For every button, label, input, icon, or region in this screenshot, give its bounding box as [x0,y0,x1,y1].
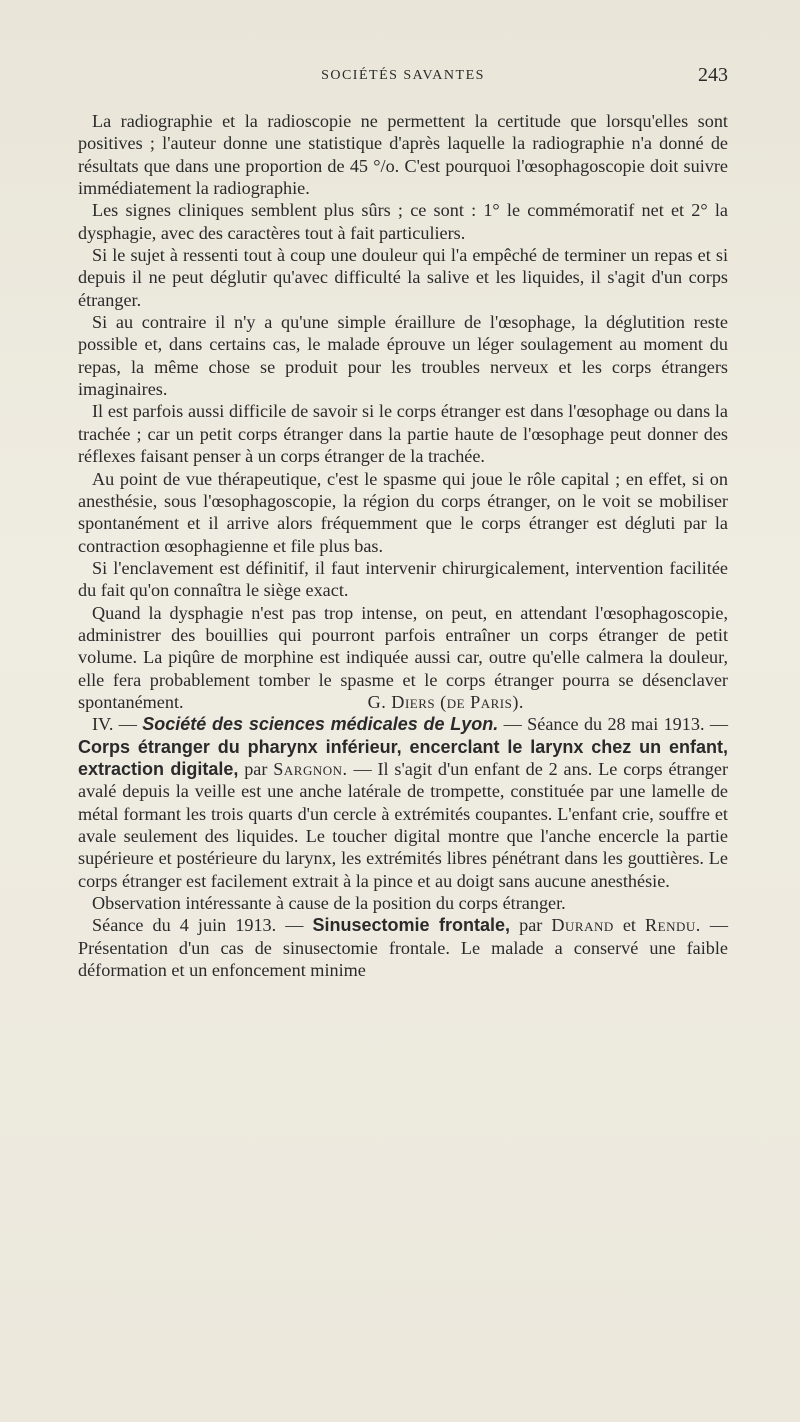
signature: G. Diers (de Paris). [367,691,524,712]
seance-juin [78,914,728,981]
page-number: 243 [698,64,728,86]
by-word: par [244,758,268,779]
paragraph-enclavement: Si l'enclavement est définitif, il faut intervenir chirurgicalement, intervention facilitée du fait qu'on connaîtra le siège exact. [78,557,728,601]
author-name: Sargnon. [273,758,348,779]
case-body-2: — Présentation d'un cas de sinusectomie frontale. Le malade a conservé une faible déformation et un enfoncement minime [78,915,729,981]
section-numeral: IV. — [92,714,137,735]
author-name-1: Durand [551,915,614,936]
paragraph-trachee: Il est parfois aussi difficile de savoir si le corps étranger est dans l'œsophage ou dans la trachée ; car un petit corps étranger dans la partie haute de l'œsophage peut donner des réflexes faisant penser à un corps étranger de la trachée. [78,401,728,467]
and-word: et [622,915,636,936]
case-title-2: Sinusectomie frontale, [312,915,511,936]
meeting-date-2: Séance du 4 juin 1913. — [92,915,304,936]
page-header [78,64,728,88]
meeting-date: — Séance du 28 mai 1913. — [503,714,729,735]
running-head: SOCIÉTÉS SAVANTES [321,68,485,83]
section-iv [78,713,728,892]
case-body: — Il s'agit d'un enfant de 2 ans. Le corps étranger avalé depuis la veille est une anche latérale de trompette, constituée par une lamelle de métal formant les trois quarts d'un cercle à extrémités coupantes. L'enfant crie, souffre et avale seulement des liquides. Le toucher digital montre que l'anche encercle la partie supérieure et postérieure du larynx, les extrémités libres pénétrant dans les gouttières. Le corps étranger est facilement extrait à la pince et au doigt sans aucune anesthésie. [78,758,729,891]
paragraph-eraillure: Si au contraire il n'y a qu'une simple éraillure de l'œsophage, la déglutition reste possible et, dans certains cas, le malade éprouve un léger soulagement au moment du repas, la même chose se produit pour les troubles nerveux et les corps étrangers imaginaires. [78,312,728,400]
society-name: Société des sciences médicales de Lyon. [142,714,499,735]
author-name-2: Rendu. [645,915,701,936]
paragraph-therapeutique: Au point de vue thérapeutique, c'est le spasme qui joue le rôle capital ; en effet, si on anesthésie, sous l'œsophagoscopie, la région du corps étranger, on le voit se mobiliser spontanément et il arrive alors fréquemment que le corps étranger est dégluti par la contraction œsophagienne et file plus bas. [78,468,728,556]
body-text [78,110,728,981]
case-title: Corps étranger du pharynx inférieur, encerclant le larynx chez un enfant, extraction digitale, [78,736,728,779]
paragraph-dysphagie [78,602,728,714]
paragraph-douleur: Si le sujet à ressenti tout à coup une douleur qui l'a empêché de terminer un repas et si depuis il ne peut déglutir qu'avec difficulté la salive et les liquides, il s'agit d'un corps étranger. [78,245,728,310]
paragraph-signes-cliniques: Les signes cliniques semblent plus sûrs ; ce sont : 1° le commémoratif net et 2° la dysphagie, avec des caractères tout à fait particuliers. [78,200,728,243]
dysphagie-text: Quand la dysphagie n'est pas trop intense, on peut, en attendant l'œsophagoscopie, administrer des bouillies qui pourront parfois entraîner un corps étranger de petit volume. La piqûre de morphine est indiquée aussi car, outre qu'elle calmera la douleur, elle fera probablement tomber le spasme et le corps étranger pourra se désenclaver spontanément. [78,602,728,712]
paragraph-observation: Observation intéressante à cause de la position du corps étranger. [92,893,566,914]
paragraph-radiographie: La radiographie et la radioscopie ne permettent la certitude que lorsqu'elles sont positives ; l'auteur donne une statistique d'après laquelle la radiographie n'a donné de résultats que dans une proportion de 45 °/o. C'est pourquoi l'œsophagoscopie doit suivre immédiatement la radiographie. [78,111,728,199]
by-word-2: par [519,915,543,936]
